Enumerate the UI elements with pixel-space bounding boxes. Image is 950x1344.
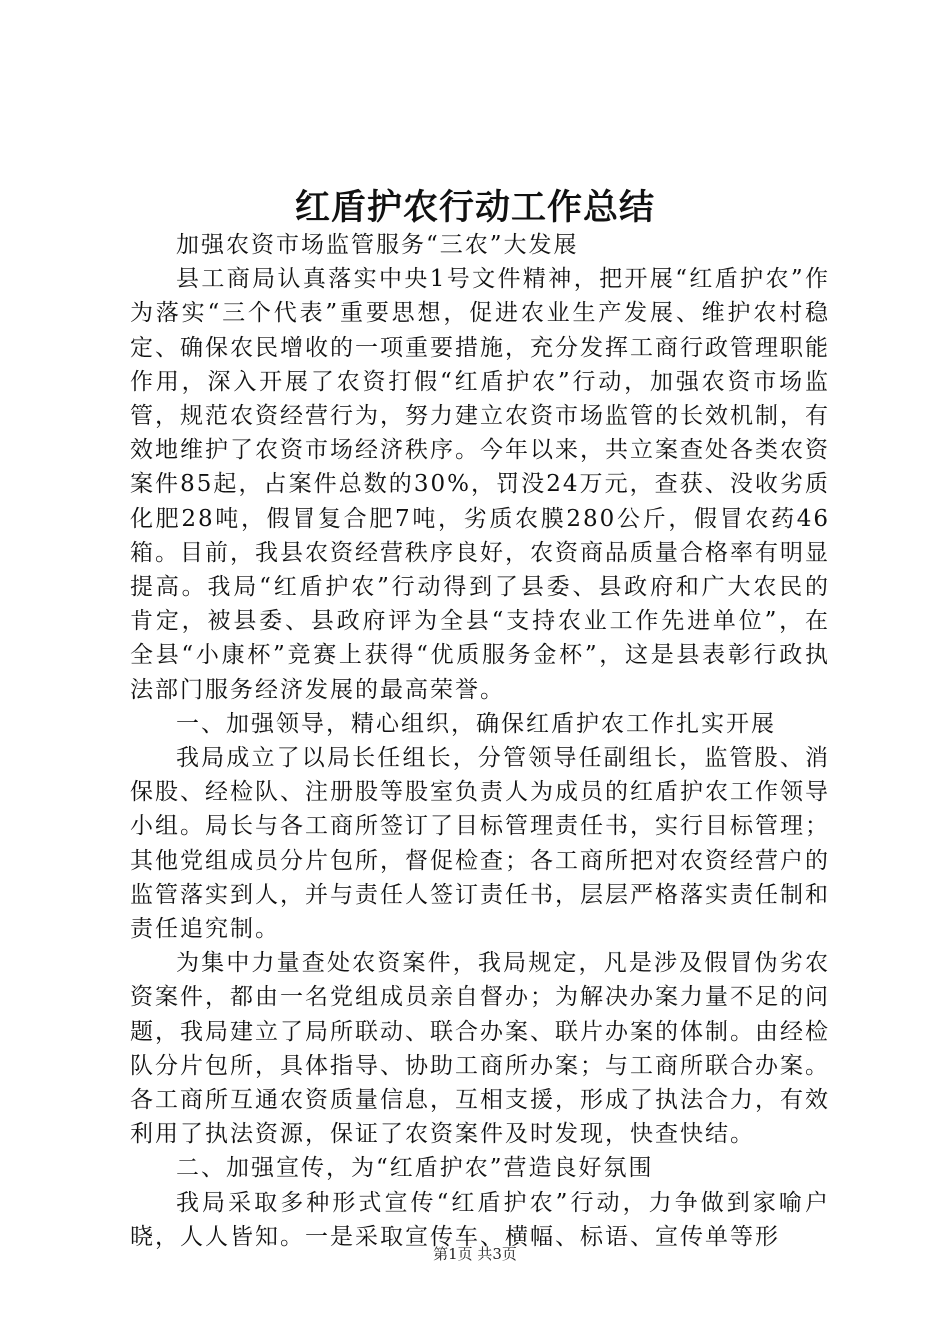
section-heading-1: 一、加强领导，精心组织，确保红盾护农工作扎实开展 — [176, 710, 776, 737]
section-heading-2: 二、加强宣传，为“红盾护农”营造良好氛围 — [176, 1155, 654, 1182]
subtitle-paragraph: 加强农资市场监管服务“三农”大发展 — [176, 232, 579, 258]
section-1-paragraph-1: 我局成立了以局长任组长，分管领导任副组长，监管股、消保股、经检队、注册股等股室负责人为成员的红盾护农工作领导小组。局长与各工商所签订了目标管理责任书，实行目标管理；其他党组成员分片包所，督促检查；各工商所把对农资经营户的监管落实到人，并与责任人签订责任书，层层严格落实责任制和责任追究制。 — [130, 745, 830, 943]
section-1-paragraph-2: 为集中力量查处农资案件，我局规定，凡是涉及假冒伪劣农资案件，都由一名党组成员亲自督办；为解决办案力量不足的问题，我局建立了局所联动、联合办案、联片办案的体制。由经检队分片包所，具体指导、协助工商所办案；与工商所联合办案。各工商所互通农资质量信息，互相支援，形成了执法合力，有效利用了执法资源，保证了农资案件及时发现，快查快结。 — [130, 950, 830, 1148]
page-footer: 第1页 共3页 — [433, 1245, 517, 1263]
section-2-paragraph-1: 我局采取多种形式宣传“红盾护农”行动，力争做到家喻户晓，人人皆知。一是采取宣传车、横幅、标语、宣传单等形 — [130, 1189, 830, 1250]
document-title: 红盾护农行动工作总结 — [294, 187, 655, 228]
intro-paragraph: 县工商局认真落实中央1号文件精神，把开展“红盾护农”作为落实“三个代表”重要思想，促进农业生产发展、维护农村稳定、确保农民增收的一项重要措施，充分发挥工商行政管理职能作用，深入开展了农资打假“红盾护农”行动，加强农资市场监管，规范农资经营行为，努力建立农资市场监管的长效机制，有效地维护了农资市场经济秩序。今年以来，共立案查处各类农资案件85起，占案件总数的30%，罚没24万元，查获、没收劣质化肥28吨，假冒复合肥7吨，劣质农膜280公斤，假冒农药46箱。目前，我县农资经营秩序良好，农资商品质量合格率有明显提高。我局“红盾护农”行动得到了县委、县政府和广大农民的肯定，被县委、县政府评为全县“支持农业工作先进单位”，在全县“小康杯”竞赛上获得“优质服务金杯”，这是县表彰行政执法部门服务经济发展的最高荣誉。 — [130, 266, 830, 703]
document-body — [130, 228, 830, 1254]
